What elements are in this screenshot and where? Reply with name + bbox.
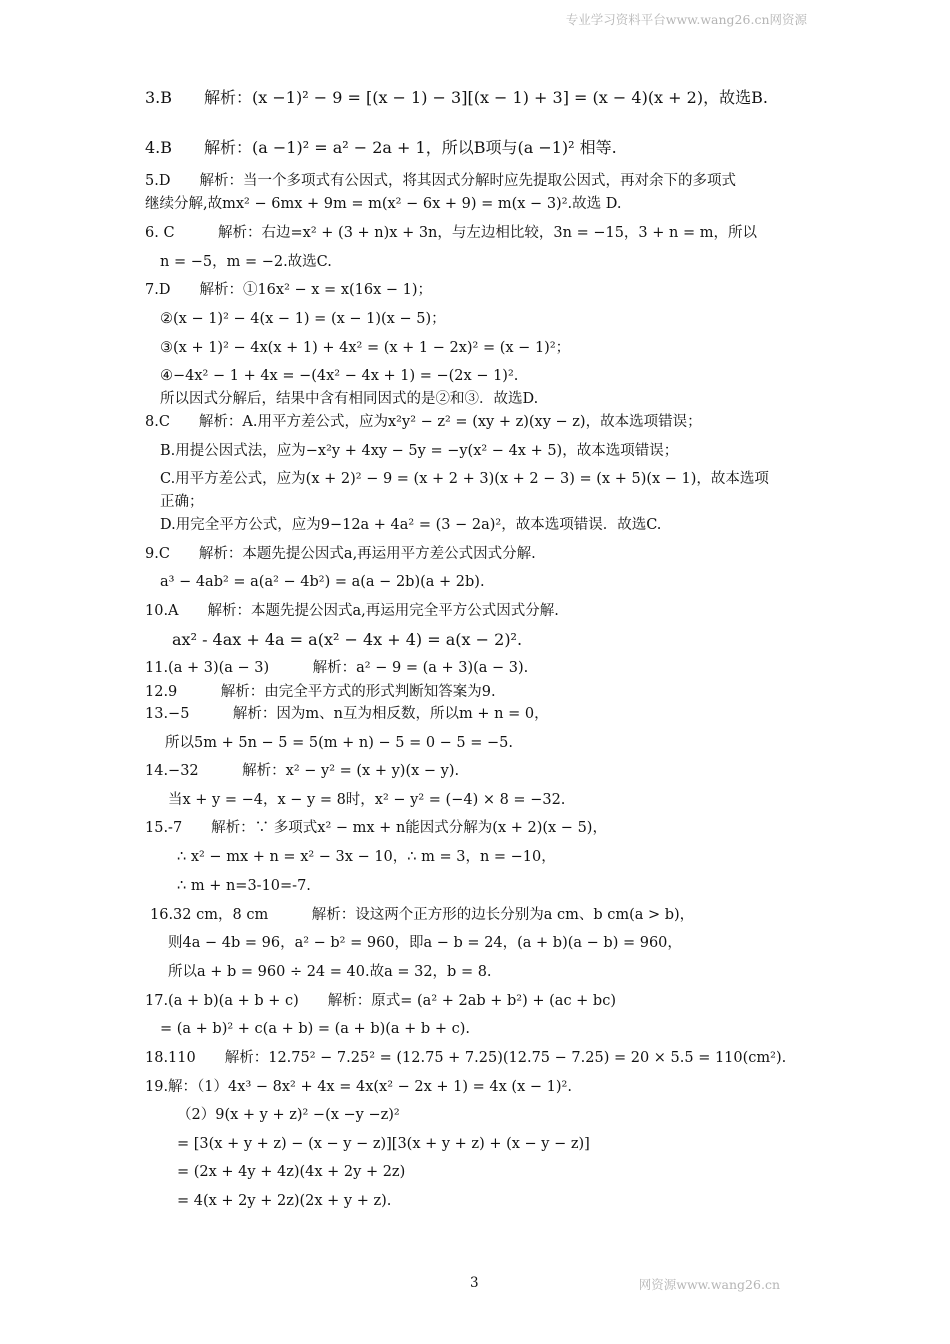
answer-line: 所以因式分解后，结果中含有相同因式的是②和③．故选D. bbox=[160, 391, 539, 407]
footer-watermark: 网资源www.wang26.cn bbox=[638, 1277, 780, 1292]
answer-line: ∴ x² − mx + n = x² − 3x − 10，∴ m = 3，n = −10， bbox=[177, 849, 556, 865]
page-number: 3 bbox=[470, 1275, 479, 1291]
answer-line: 16.32 cm，8 cm 解析：设这两个正方形的边长分别为a cm、b cm(a > b)， bbox=[150, 907, 695, 923]
answer-line: 18.110 解析：12.75² − 7.25² = (12.75 + 7.25)(12.75 − 7.25) = 20 × 5.5 = 110(cm²). bbox=[145, 1050, 787, 1066]
answer-line: = (a + b)² + c(a + b) = (a + b)(a + b + c). bbox=[160, 1021, 470, 1037]
answer-line: 12.9 解析：由完全平方式的形式判断知答案为9. bbox=[145, 684, 496, 700]
answer-line: 11.(a + 3)(a − 3) 解析：a² − 9 = (a + 3)(a − 3). bbox=[145, 660, 529, 676]
answer-line: 继续分解,故mx² − 6mx + 9m = m(x² − 6x + 9) = m(x − 3)².故选 D. bbox=[145, 196, 622, 212]
answer-line: （2）9(x + y + z)² −(x −y −z)² bbox=[177, 1107, 400, 1123]
answer-line: 13.−5 解析：因为m、n互为相反数，所以m + n = 0， bbox=[145, 706, 549, 722]
answer-line: a³ − 4ab² = a(a² − 4b²) = a(a − 2b)(a + 2b). bbox=[160, 574, 485, 590]
answer-line: 当x + y = −4，x − y = 8时，x² − y² = (−4) × 8 = −32. bbox=[168, 792, 566, 808]
answer-line: 10.A 解析：本题先提公因式a,再运用完全平方公式因式分解. bbox=[145, 603, 559, 619]
answer-line: C.用平方差公式，应为(x + 2)² − 9 = (x + 2 + 3)(x + 2 − 3) = (x + 5)(x − 1)，故本选项 bbox=[160, 471, 769, 487]
answer-line: D.用完全平方公式，应为9−12a + 4a² = (3 − 2a)²，故本选项错误．故选C. bbox=[160, 517, 662, 533]
answer-line: 正确； bbox=[160, 494, 204, 510]
header-watermark: 专业学习资料平台www.wang26.cn网资源 bbox=[565, 12, 807, 27]
answer-line: 14.−32 解析：x² − y² = (x + y)(x − y). bbox=[145, 763, 460, 779]
answer-line: B.用提公因式法，应为−x²y + 4xy − 5y = −y(x² − 4x + 5)，故本选项错误； bbox=[160, 443, 679, 459]
answer-line: ∴ m + n=3-10=-7. bbox=[177, 878, 311, 894]
answer-line: n = −5，m = −2.故选C. bbox=[160, 254, 332, 270]
answer-line: 所以5m + 5n − 5 = 5(m + n) − 5 = 0 − 5 = −5. bbox=[165, 735, 513, 751]
answer-line: 3.B 解析：(x −1)² − 9 = [(x − 1) − 3][(x − 1) + 3] = (x − 4)(x + 2)，故选B. bbox=[145, 88, 768, 107]
answer-line: 19.解：（1）4x³ − 8x² + 4x = 4x(x² − 2x + 1) = 4x (x − 1)². bbox=[145, 1079, 572, 1095]
answer-line: ④−4x² − 1 + 4x = −(4x² − 4x + 1) = −(2x − 1)². bbox=[160, 368, 519, 384]
answer-line: ax² - 4ax + 4a = a(x² − 4x + 4) = a(x − 2)². bbox=[172, 630, 523, 649]
answer-line: 8.C 解析：A.用平方差公式，应为x²y² − z² = (xy + z)(xy − z)，故本选项错误； bbox=[145, 414, 702, 430]
answer-line: 所以a + b = 960 ÷ 24 = 40.故a = 32，b = 8. bbox=[168, 964, 492, 980]
answer-line: = (2x + 4y + 4z)(4x + 2y + 2z) bbox=[177, 1164, 406, 1180]
answer-line: 4.B 解析：(a −1)² = a² − 2a + 1，所以B项与(a −1)² 相等. bbox=[145, 138, 617, 157]
answer-line: 9.C 解析：本题先提公因式a,再运用平方差公式因式分解. bbox=[145, 546, 536, 562]
answer-line: 则4a − 4b = 96，a² − b² = 960，即a − b = 24，(a + b)(a − b) = 960， bbox=[168, 935, 682, 951]
answer-line: ②(x − 1)² − 4(x − 1) = (x − 1)(x − 5)； bbox=[160, 311, 446, 327]
answer-line: ③(x + 1)² − 4x(x + 1) + 4x² = (x + 1 − 2x)² = (x − 1)²； bbox=[160, 340, 571, 356]
answer-line: 5.D 解析：当一个多项式有公因式，将其因式分解时应先提取公因式，再对余下的多项式 bbox=[145, 173, 736, 189]
answer-line: = [3(x + y + z) − (x − y − z)][3(x + y + z) + (x − y − z)] bbox=[177, 1136, 590, 1152]
answer-line: 7.D 解析：①16x² − x = x(16x − 1)； bbox=[145, 282, 433, 298]
answer-line: 17.(a + b)(a + b + c) 解析：原式= (a² + 2ab + b²) + (ac + bc) bbox=[145, 993, 616, 1009]
answer-line: 15.-7 解析：∵ 多项式x² − mx + n能因式分解为(x + 2)(x − 5)， bbox=[145, 820, 607, 836]
answer-line: = 4(x + 2y + 2z)(2x + y + z). bbox=[177, 1193, 392, 1209]
answer-line: 6. C 解析：右边=x² + (3 + n)x + 3n，与左边相比较，3n = −15，3 + n = m，所以 bbox=[145, 225, 757, 241]
